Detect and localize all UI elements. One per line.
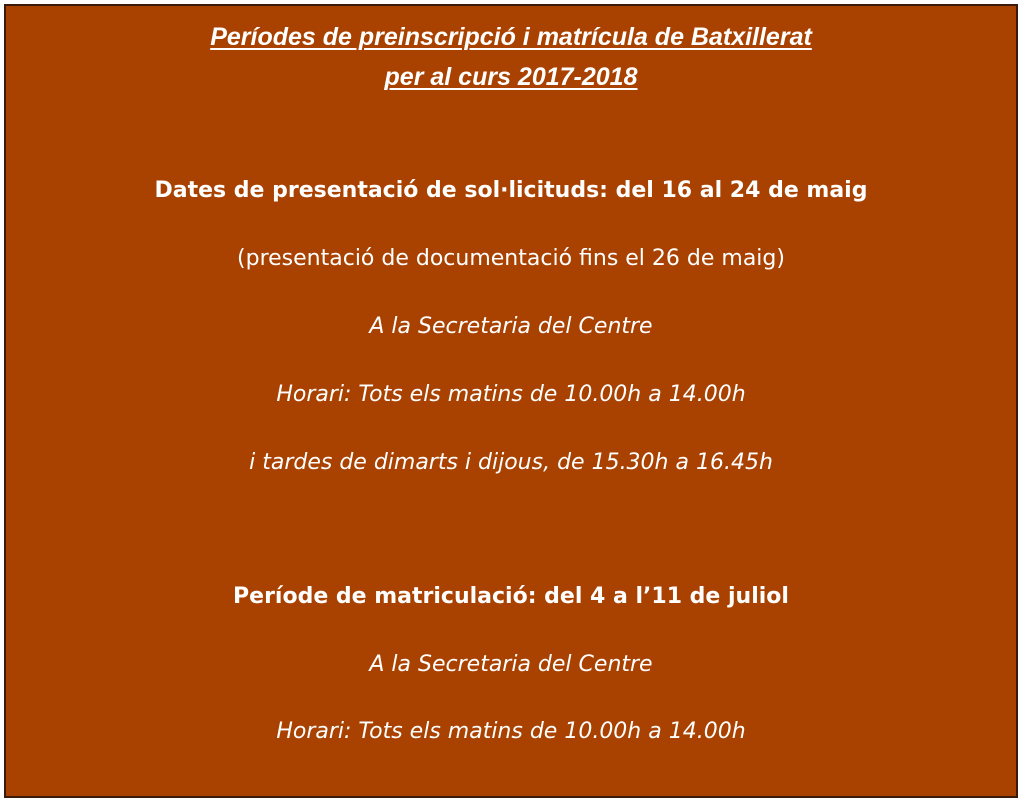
enrollment-place: A la Secretaria del Centre [369, 652, 653, 677]
title-line-2: per al curs 2017-2018 [384, 63, 638, 91]
notice-panel [4, 4, 1018, 798]
preinscription-note: (presentació de documentació fins el 26 de maig) [237, 246, 785, 271]
preinscription-place: A la Secretaria del Centre [369, 314, 653, 339]
preinscription-heading: Dates de presentació de sol·licituds: del 16 al 24 de maig [154, 178, 868, 203]
enrollment-schedule: Horari: Tots els matins de 10.00h a 14.00h [276, 719, 746, 744]
title-line-1: Períodes de preinscripció i matrícula de Batxillerat [210, 23, 812, 51]
preinscription-schedule-extra: i tardes de dimarts i dijous, de 15.30h a 16.45h [249, 450, 773, 475]
enrollment-heading: Període de matriculació: del 4 a l’11 de juliol [233, 584, 789, 609]
preinscription-schedule: Horari: Tots els matins de 10.00h a 14.00h [276, 382, 746, 407]
